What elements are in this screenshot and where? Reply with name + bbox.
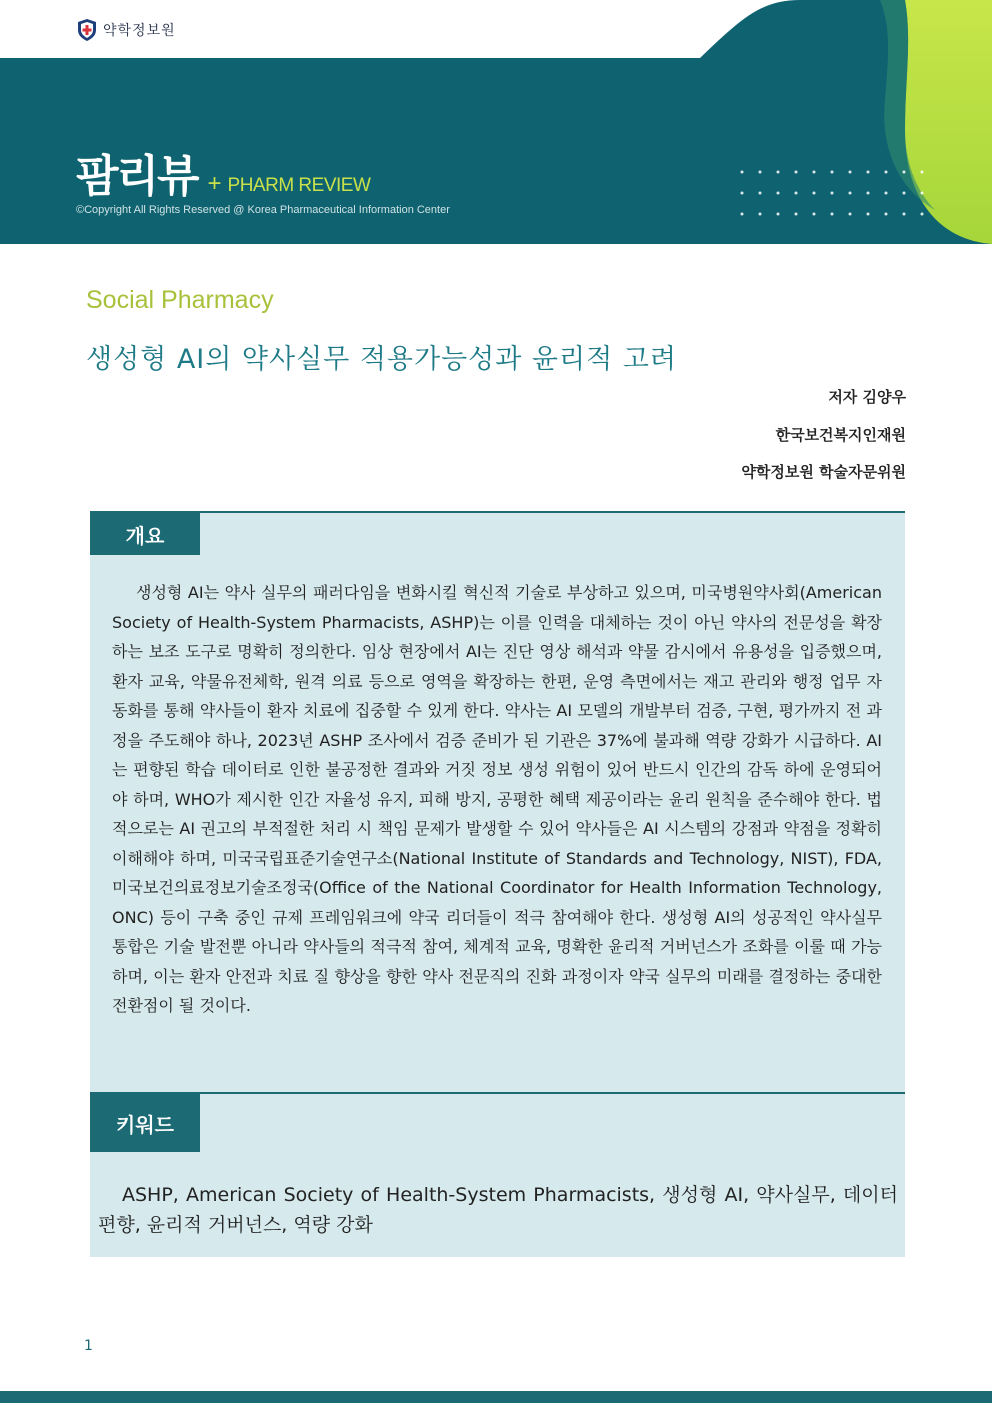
article-title: 생성형 AI의 약사실무 적용가능성과 윤리적 고려	[86, 344, 677, 375]
copyright-text: ©Copyright All Rights Reserved @ Korea Pharmaceutical Information Center	[76, 204, 450, 216]
kpic-logo	[76, 18, 176, 42]
keywords-text: ASHP, American Society of Health-System Pharmacists, 생성형 AI, 약사실무, 데이터 편향, 윤리적 거버넌스, 역량 강화	[98, 1184, 898, 1236]
author-affiliation: 한국보건복지인재원	[775, 426, 906, 444]
brand-korean: 팜리뷰	[76, 151, 198, 202]
shield-icon	[76, 18, 98, 42]
summary-label: 개요	[90, 513, 200, 555]
brand-english: PHARM REVIEW	[227, 175, 371, 196]
author-name: 저자 김양우	[828, 388, 906, 406]
logo-text: 약학정보원	[103, 23, 176, 39]
keywords-label: 키워드	[90, 1094, 200, 1152]
page-number: 1	[84, 1338, 93, 1354]
summary-section	[90, 511, 905, 1093]
keywords-section	[90, 1092, 905, 1257]
header-banner	[0, 0, 992, 244]
brand-plus: +	[207, 170, 222, 197]
author-role: 약학정보원 학술자문위원	[741, 463, 906, 481]
footer-bar	[0, 1391, 992, 1403]
article-category: Social Pharmacy	[86, 286, 274, 314]
brand-title	[76, 140, 370, 204]
summary-text: 생성형 AI는 약사 실무의 패러다임을 변화시킬 혁신적 기술로 부상하고 있으며, 미국병원약사회(American Society of Health-System Pharmacists, ASHP)는 이를 인력을 대체하는 것이 아닌 약사의 전문성을 확장하는 보조 도구로 명확히 정의한다. 임상 현장에서 AI는 진단 영상 해석과 약물 감시에서 유용성을 입증했으며, 환자 교육, 약물유전체학, 원격 의료 등으로 영역을 확장하는 한편, 운영 측면에서는 재고 관리와 행정 업무 자동화를 통해 약사들이 환자 치료에 집중할 수 있게 한다. 약사는 AI 모델의 개발부터 검증, 구현, 평가까지 전 과정을 주도해야 하나, 2023년 ASHP 조사에서 검증 준비가 된 기관은 37%에 불과해 역량 강화가 시급하다. AI는 편향된 학습 데이터로 인한 불공정한 결과와 거짓 정보 생성 위험이 있어 반드시 인간의 감독 하에 운영되어야 하며, WHO가 제시한 인간 자율성 유지, 피해 방지, 공평한 혜택 제공이라는 윤리 원칙을 준수해야 한다. 법적으로는 AI 권고의 부적절한 처리 시 책임 문제가 발생할 수 있어 약사들은 AI 시스템의 강점과 약점을 정확히 이해해야 하며, 미국국립표준기술연구소(National Institute of Standards and Technology, NIST), FDA, 미국보건의료정보기술조정국(Office of the National Coordinator for Health Information Technology, ONC) 등이 구축 중인 규제 프레임워크에 약국 리더들이 적극 참여해야 한다. 생성형 AI의 성공적인 약사실무 통합은 기술 발전뿐 아니라 약사들의 적극적 참여, 체계적 교육, 명확한 윤리적 거버넌스가 조화를 이룰 때 가능하며, 이는 환자 안전과 치료 질 향상을 향한 약사 전문직의 진화 과정이자 약국 실무의 미래를 결정하는 중대한 전환점이 될 것이다.	[112, 583, 882, 1015]
